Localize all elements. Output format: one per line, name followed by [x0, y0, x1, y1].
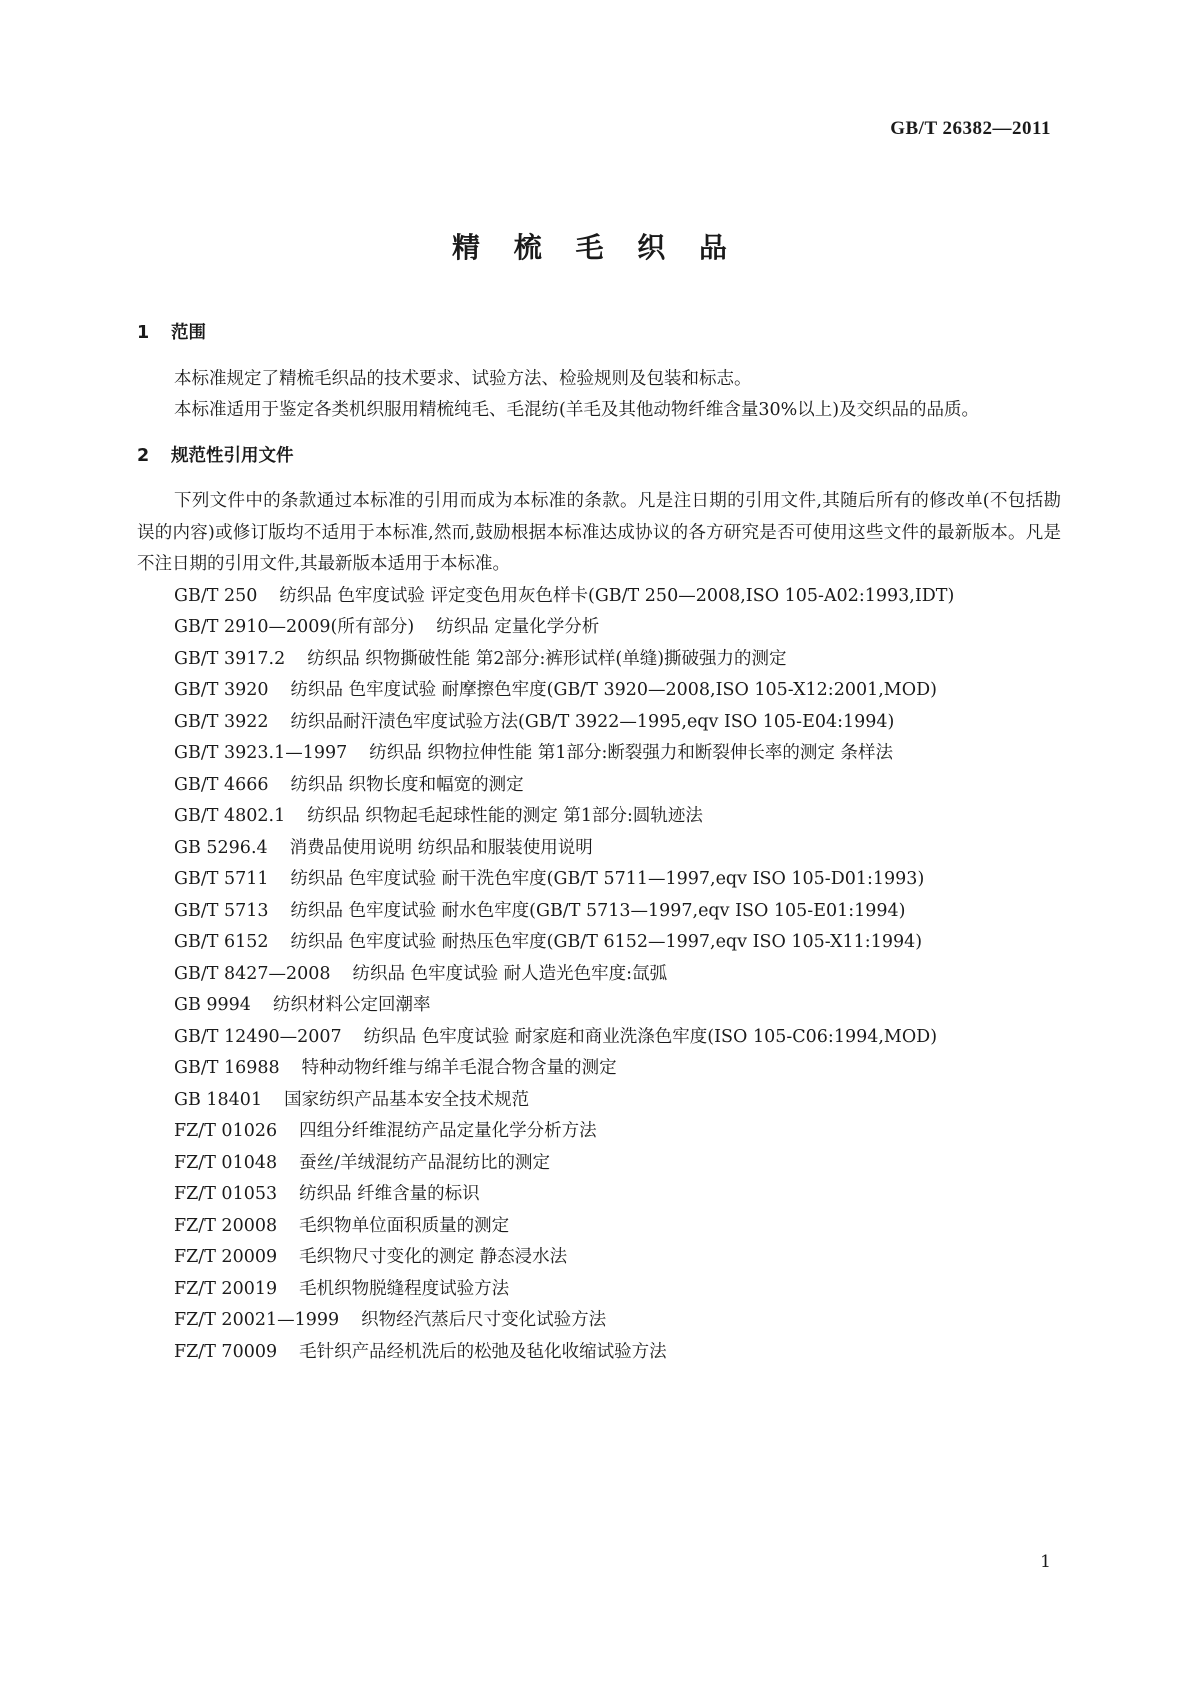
scope-paragraph: 本标准适用于鉴定各类机织服用精梳纯毛、毛混纺(羊毛及其他动物纤维含量30%以上)及交织品的品质。: [174, 400, 980, 420]
reference-code: FZ/T 20008: [174, 1215, 278, 1236]
reference-title: 纺织品 定量化学分析: [436, 617, 600, 637]
reference-title: 纺织品耐汗渍色牢度试验方法(GB/T 3922—1995,eqv ISO 105-E04:1994): [290, 711, 895, 732]
reference-item: [137, 959, 1061, 991]
reference-title: 毛机织物脱缝程度试验方法: [299, 1278, 510, 1299]
reference-code: FZ/T 01053: [174, 1184, 278, 1204]
reference-item: [137, 581, 1061, 613]
reference-item: [137, 1179, 1061, 1211]
reference-code: GB/T 3917.2: [174, 648, 286, 669]
reference-title: 纺织品 色牢度试验 耐摩擦色牢度(GB/T 3920—2008,ISO 105-X12:2001,MOD): [290, 680, 937, 700]
reference-item: [137, 1274, 1061, 1306]
document-title: 精 梳 毛 织 品: [452, 231, 739, 264]
section-title: 规范性引用文件: [171, 445, 294, 466]
reference-title: 毛织物尺寸变化的测定 静态浸水法: [299, 1247, 568, 1267]
reference-item: [137, 1053, 1061, 1085]
reference-code: GB/T 6152: [174, 932, 269, 952]
reference-title: 特种动物纤维与绵羊毛混合物含量的测定: [301, 1058, 617, 1078]
reference-title: 织物经汽蒸后尺寸变化试验方法: [361, 1310, 607, 1330]
section-number: 1: [137, 323, 150, 343]
reference-title: 四组分纤维混纺产品定量化学分析方法: [299, 1121, 597, 1141]
reference-item: [137, 1116, 1061, 1148]
standard-code: GB/T 26382—2011: [890, 118, 1051, 139]
section-title: 范围: [171, 323, 206, 343]
reference-code: GB/T 4802.1: [174, 806, 286, 826]
reference-code: GB/T 3923.1—1997: [174, 743, 348, 763]
reference-title: 纺织品 织物起毛起球性能的测定 第1部分:圆轨迹法: [307, 806, 703, 826]
reference-code: FZ/T 01026: [174, 1121, 278, 1141]
reference-item: [137, 801, 1061, 833]
reference-item: [137, 1022, 1061, 1054]
reference-title: 纺织品 色牢度试验 评定变色用灰色样卡(GB/T 250—2008,ISO 105-A02:1993,IDT): [279, 585, 955, 606]
document-body: [137, 318, 1061, 1368]
reference-item: [137, 1242, 1061, 1274]
reference-code: GB/T 16988: [174, 1058, 280, 1078]
reference-code: FZ/T 20019: [174, 1278, 278, 1299]
reference-title: 纺织品 色牢度试验 耐干洗色牢度(GB/T 5711—1997,eqv ISO 105-D01:1993): [290, 869, 925, 889]
reference-code: GB/T 3920: [174, 680, 269, 700]
reference-item: [137, 896, 1061, 928]
reference-item: [137, 833, 1061, 865]
reference-item: [137, 738, 1061, 770]
page-number: 1: [1040, 1552, 1051, 1572]
reference-code: FZ/T 70009: [174, 1341, 278, 1362]
reference-title: 毛织物单位面积质量的测定: [299, 1215, 510, 1236]
reference-code: GB/T 8427—2008: [174, 963, 331, 984]
section-number: 2: [137, 445, 150, 466]
reference-title: 毛针织产品经机洗后的松弛及毡化收缩试验方法: [299, 1341, 667, 1362]
reference-item: [137, 1305, 1061, 1337]
scope-paragraph: 本标准规定了精梳毛织品的技术要求、试验方法、检验规则及包装和标志。: [174, 368, 752, 389]
reference-list: [137, 581, 1061, 1369]
reference-title: 纺织品 色牢度试验 耐人造光色牢度:氙弧: [352, 963, 668, 984]
section-heading-scope: [137, 318, 1061, 350]
reference-title: 蚕丝/羊绒混纺产品混纺比的测定: [299, 1152, 551, 1173]
reference-code: GB/T 250: [174, 585, 258, 606]
reference-code: FZ/T 01048: [174, 1152, 278, 1173]
reference-code: GB/T 4666: [174, 774, 269, 795]
reference-item: [137, 990, 1061, 1022]
reference-title: 纺织品 色牢度试验 耐家庭和商业洗涤色牢度(ISO 105-C06:1994,MOD): [363, 1026, 938, 1047]
reference-item: [137, 612, 1061, 644]
reference-item: [137, 1148, 1061, 1180]
reference-code: GB/T 3922: [174, 711, 269, 732]
reference-code: GB/T 12490—2007: [174, 1026, 342, 1047]
reference-code: GB/T 5713: [174, 900, 269, 921]
reference-title: 纺织品 织物拉伸性能 第1部分:断裂强力和断裂伸长率的测定 条样法: [369, 743, 893, 763]
reference-item: [137, 864, 1061, 896]
reference-title: 消费品使用说明 纺织品和服装使用说明: [289, 837, 593, 858]
reference-item: [137, 770, 1061, 802]
reference-code: GB 18401: [174, 1089, 263, 1110]
reference-title: 国家纺织产品基本安全技术规范: [284, 1089, 530, 1110]
reference-title: 纺织品 纤维含量的标识: [299, 1184, 480, 1204]
section-heading-normative-references: [137, 441, 1061, 473]
reference-item: [137, 675, 1061, 707]
reference-code: GB/T 2910—2009(所有部分): [174, 617, 415, 637]
reference-title: 纺织材料公定回潮率: [272, 995, 431, 1015]
reference-code: GB/T 5711: [174, 869, 269, 889]
reference-item: [137, 644, 1061, 676]
reference-item: [137, 1337, 1061, 1369]
reference-title: 纺织品 织物长度和幅宽的测定: [290, 774, 524, 795]
reference-item: [137, 927, 1061, 959]
reference-item: [137, 1211, 1061, 1243]
reference-item: [137, 707, 1061, 739]
reference-code: GB 5296.4: [174, 837, 268, 858]
reference-code: GB 9994: [174, 995, 251, 1015]
reference-item: [137, 1085, 1061, 1117]
references-intro: 下列文件中的条款通过本标准的引用而成为本标准的条款。凡是注日期的引用文件,其随后所有的修改单(不包括勘误的内容)或修订版均不适用于本标准,然而,鼓励根据本标准达成协议的各方研究是否可使用这些文件的最新版本。凡是不注日期的引用文件,其最新版本适用于本标准。: [137, 491, 1061, 574]
reference-code: FZ/T 20021—1999: [174, 1310, 340, 1330]
reference-title: 纺织品 织物撕破性能 第2部分:裤形试样(单缝)撕破强力的测定: [307, 648, 787, 669]
reference-code: FZ/T 20009: [174, 1247, 278, 1267]
reference-title: 纺织品 色牢度试验 耐热压色牢度(GB/T 6152—1997,eqv ISO 105-X11:1994): [290, 932, 923, 952]
reference-title: 纺织品 色牢度试验 耐水色牢度(GB/T 5713—1997,eqv ISO 105-E01:1994): [290, 900, 906, 921]
